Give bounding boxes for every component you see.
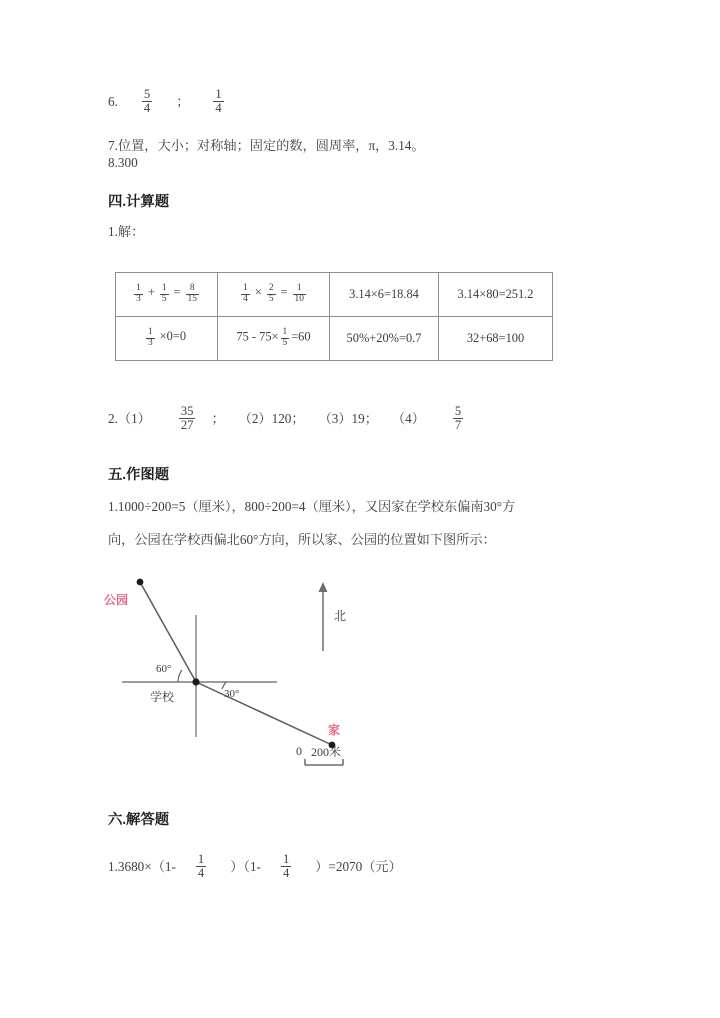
fraction-denominator: 5 — [282, 338, 288, 348]
item-6-fraction-1 — [142, 88, 152, 116]
item-2-part-2: （2）120； — [238, 410, 305, 426]
item-2-part-3: （3）19； — [318, 410, 378, 426]
expression-tail: =60 — [291, 329, 311, 344]
fraction — [146, 328, 155, 349]
item-2-fraction-1 — [179, 405, 196, 433]
expression-head: 75 - 75× — [236, 329, 279, 344]
fraction-denominator: 27 — [180, 418, 194, 433]
item-2-number: 2. — [108, 410, 118, 426]
fraction-denominator: 3 — [136, 294, 141, 304]
calculation-table — [115, 272, 553, 361]
diagram-label-north: 北 — [334, 609, 347, 623]
fraction-numerator: 2 — [268, 283, 274, 294]
fraction-denominator: 15 — [187, 294, 197, 304]
fraction-denominator: 10 — [294, 294, 304, 304]
fraction-denominator: 5 — [161, 294, 167, 304]
fraction-numerator: 1 — [215, 87, 222, 101]
fraction — [293, 284, 306, 305]
section-4-heading: 四.计算题 — [108, 194, 170, 210]
operator: + — [147, 285, 155, 300]
equals-sign: = — [173, 285, 181, 300]
fraction-numerator: 5 — [143, 87, 151, 101]
item-2-fraction-4 — [453, 405, 463, 433]
expression-middle: ）（1- — [230, 858, 261, 874]
expression-suffix: ）=2070（元） — [315, 858, 402, 874]
equals-sign: = — [280, 285, 288, 300]
diagram-svg — [100, 565, 390, 780]
fraction-numerator: 1 — [197, 852, 205, 866]
answer-item-7: 7.位置，大小；对称轴；固定的数，圆周率，π，3.14。 — [108, 138, 425, 153]
operator: × — [254, 285, 262, 300]
diagram-angle-right: 30° — [224, 688, 240, 700]
park-point — [137, 579, 144, 586]
item-1-fraction-2 — [281, 853, 291, 881]
fraction — [281, 328, 290, 349]
table-cell-r1c1 — [116, 273, 218, 317]
section-6-item-1 — [108, 853, 402, 881]
table-cell-r2c3: 50%+20%=0.7 — [330, 317, 439, 361]
item-6-number: 6. — [108, 93, 118, 109]
table-cell-r1c3: 3.14×6=18.84 — [330, 273, 439, 317]
fraction-numerator: 1 — [136, 283, 141, 294]
diagram-label-park: 公园 — [104, 593, 129, 607]
direction-position-diagram — [100, 565, 390, 780]
fraction — [186, 284, 199, 305]
fraction-numerator: 35 — [180, 404, 194, 418]
section-5-heading: 五.作图题 — [108, 467, 170, 483]
table-cell-r2c2 — [218, 317, 330, 361]
school-point — [192, 678, 199, 685]
fraction-numerator: 1 — [282, 327, 288, 338]
answer-item-2 — [108, 405, 465, 433]
fraction-numerator: 1 — [147, 327, 153, 338]
fraction-numerator: 5 — [454, 404, 462, 418]
fraction-denominator: 5 — [268, 294, 274, 304]
section-5-paragraph-line-1: 1.1000÷200=5（厘米），800÷200=4（厘米），又因家在学校东偏南30°方 — [108, 499, 516, 514]
fraction-numerator: 8 — [189, 283, 195, 294]
item-6-separator: ； — [176, 93, 190, 109]
fraction-denominator: 7 — [454, 418, 462, 433]
fraction — [241, 284, 250, 305]
item-2-separator: ； — [211, 410, 225, 426]
north-arrow-head — [319, 582, 328, 592]
ray-to-home — [196, 682, 332, 745]
fraction-denominator: 4 — [282, 866, 290, 881]
section-6-heading: 六.解答题 — [108, 812, 170, 828]
fraction — [160, 284, 169, 305]
table-cell-r1c2 — [218, 273, 330, 317]
fraction-denominator: 4 — [243, 294, 248, 304]
scale-label-zero: 0 — [296, 744, 302, 758]
answer-item-6 — [108, 88, 226, 116]
expression-prefix: 1.3680×（1- — [108, 858, 176, 874]
fraction-denominator: 4 — [197, 866, 205, 881]
fraction-denominator: 3 — [147, 338, 153, 348]
diagram-angle-left: 60° — [156, 663, 172, 675]
fraction — [267, 284, 276, 305]
table-row — [116, 273, 553, 317]
diagram-label-school: 学校 — [150, 690, 175, 704]
scale-label-value: 200米 — [311, 745, 342, 759]
fraction-numerator: 1 — [282, 852, 290, 866]
table-cell-r1c4: 3.14×80=251.2 — [439, 273, 553, 317]
diagram-label-home: 家 — [328, 723, 341, 737]
expression-tail: ×0=0 — [159, 329, 187, 344]
fraction-denominator: 4 — [215, 101, 222, 116]
table-cell-r2c4: 32+68=100 — [439, 317, 553, 361]
item-2-part-1-label: （1） — [117, 410, 151, 426]
fraction-numerator: 1 — [296, 283, 302, 294]
item-6-fraction-2 — [213, 88, 223, 116]
table-row — [116, 317, 553, 361]
fraction-denominator: 4 — [143, 101, 151, 116]
angle-arc-60 — [178, 670, 182, 682]
fraction-numerator: 1 — [161, 283, 167, 294]
fraction — [134, 284, 143, 305]
table-cell-r2c1 — [116, 317, 218, 361]
answer-item-8: 8.300 — [108, 155, 138, 170]
fraction-numerator: 1 — [243, 283, 248, 294]
item-2-part-4-label: （4） — [391, 410, 425, 426]
section-4-item-1-label: 1.解： — [108, 224, 145, 239]
item-1-fraction-1 — [196, 853, 206, 881]
section-5-paragraph-line-2: 向，公园在学校西偏北60°方向，所以家、公园的位置如下图所示： — [108, 532, 496, 547]
